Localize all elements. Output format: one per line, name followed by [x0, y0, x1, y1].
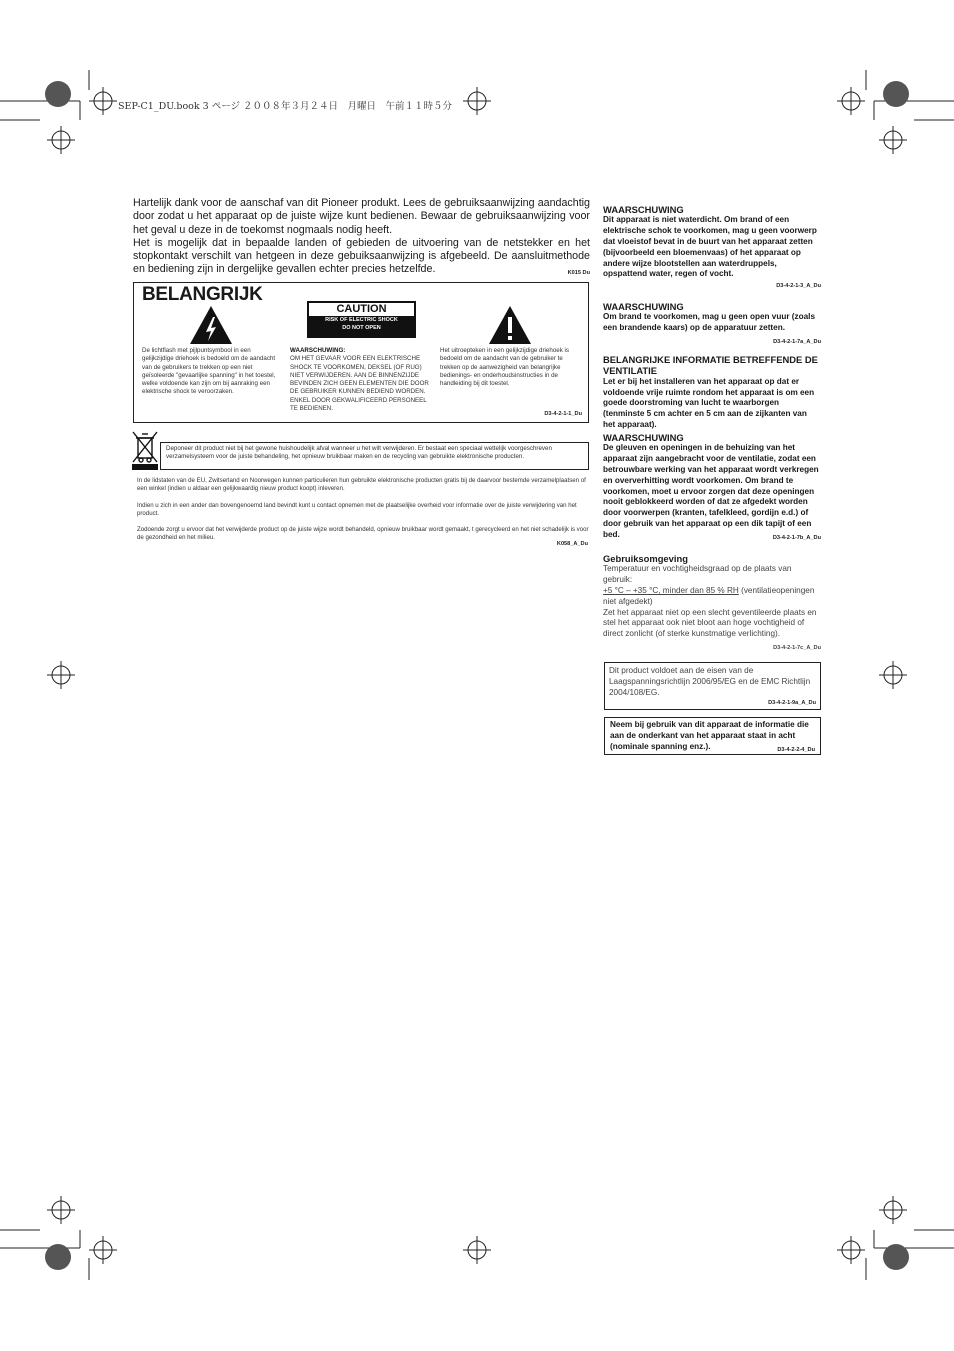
warning-openings-text: De gleuven en openingen in de behuizing van het apparaat zijn aangebracht voor de ventilatie, zodat een betrouwbare werking van het apparaat wordt verkregen en oververhitting wordt voorkomen. Om brand te voorkomen, moet u ervoor zorgen dat deze openingen nooit geblokkeerd worden of dat ze afgedekt worden door voorwerpen (kranten, tafelkleed, gordijn e.d.) of door gebruik van het apparaat op een dik tapijt of een bed. D3-4-2-1-7b_A_Du — [603, 443, 821, 540]
weee-notice-box: Deponeer dit product niet bij het gewone huishoudelijk afval wanneer u het wilt verwijderen. Er bestaat een speciaal wettelijk voorgeschreven verzamelsysteem voor de juiste behandeling, het opnieuw bruikbaar maken en de recycling van gebruikte elektronische producten. — [160, 442, 589, 470]
environment-code: D3-4-2-1-7c_A_Du — [773, 644, 821, 651]
warning-fire-code: D3-4-2-1-7a_A_Du — [773, 339, 821, 345]
warning-waterproof-code: D3-4-2-1-3_A_Du — [776, 283, 821, 290]
lightning-explanation: De lichtflash met pijlpuntsymbool in een gelijkzijdige driehoek is bedoeld om de aandacht van de gebruikers te trekken op een niet geïsoleerde "gevaarlijke spanning" in het toestel, welke voldoende kan zijn om bij aanraking een elektrische shock te veroorzaken. — [142, 347, 276, 396]
compliance-box — [604, 662, 821, 710]
weee-code: K058_A_Du — [556, 541, 588, 547]
caution-label — [307, 301, 416, 338]
warning-text: OM HET GEVAAR VOOR EEN ELEKTRISCHE SHOCK TE VOORKOMEN, DEKSEL (OF RUG) NIET VERWIJDEREN. AAN DE BINNENZIJDE BEVINDEN ZICH GEEN ELEMENTEN DIE DOOR DE GEBRUIKER KUNNEN BEDIEND WORDEN. ENKEL DOOR GEKWALIFICEERD PERSONEEL TE BEDIENEN. — [290, 355, 429, 413]
print-header: SEP-C1_DU.book 3 ページ ２００８年３月２４日 月曜日 午前１１時５分 — [118, 101, 453, 112]
caution-line-1: RISK OF ELECTRIC SHOCK — [325, 317, 398, 323]
rating-info-text: Neem bij gebruik van dit apparaat de informatie die aan de onderkant van het apparaat staat in acht (nominale spanning enz.). — [610, 720, 809, 751]
compliance-text: Dit product voldoet aan de eisen van de Laagspanningsrichtlijn 2006/95/EG en de EMC Richtlijn 2004/108/EG. — [609, 666, 811, 697]
crossed-bin-icon — [131, 430, 159, 472]
weee-paragraph-1: In de lidstaten van de EU, Zwitserland en Noorwegen kunnen particulieren hun gebruikte elektronische producten gratis bij de daarvoor bestemde verzamelplaatsen of een winkel (indien u aldaar een gelijkwaardig nieuw product koopt) inleveren. — [137, 477, 586, 493]
warning-fire-text: Om brand te voorkomen, mag u geen open vuur (zoals een brandende kaars) op de apparatuur zetten. D3-4-2-1-7a_A_Du — [603, 312, 821, 334]
warning-openings-section — [603, 432, 821, 544]
warning-explanation — [290, 347, 432, 413]
environment-section — [603, 553, 821, 654]
weee-paragraph-2: Indien u zich in een ander dan bovengenoemd land bevindt kunt u contact opnemen met de plaatselijke overheid voor informatie over de juiste verwijdering van het product. — [137, 502, 577, 518]
weee-paragraph-3: Zodoende zorgt u ervoor dat het verwijderde product op de juiste wijze wordt behandeld, opnieuw bruikbaar wordt gemaakt, t gerecycleerd en het niet schadelijk is voor de gezondheid en het milieu. — [137, 526, 589, 542]
belangrijk-code: D3-4-2-1-1_Du — [544, 411, 582, 417]
environment-text-1: Temperatuur en vochtigheidsgraad op de plaats van gebruik: — [603, 564, 792, 585]
warning-fire-title: WAARSCHUWING — [603, 301, 684, 312]
exclamation-warning-icon — [488, 305, 532, 345]
warning-heading: WAARSCHUWING: — [290, 347, 346, 354]
ventilation-title: BELANGRIJKE INFORMATIE BETREFFENDE DE VENTILATIE — [603, 354, 818, 377]
environment-range-line — [603, 586, 821, 608]
caution-title: CAUTION — [309, 303, 414, 316]
lightning-warning-icon — [189, 305, 233, 345]
ventilation-section — [603, 354, 821, 431]
intro-text — [133, 197, 590, 281]
warning-openings-code: D3-4-2-1-7b_A_Du — [772, 534, 821, 541]
environment-range: +5 °C – +35 °C, minder dan 85 % RH — [603, 586, 739, 595]
warning-waterproof-title: WAARSCHUWING — [603, 204, 684, 215]
warning-waterproof-section — [603, 204, 821, 292]
warning-waterproof-text: Dit apparaat is niet waterdicht. Om brand of een elektrische schok te voorkomen, mag u geen voorwerp dat vloeistof bevat in de buurt van het apparaat zetten (bijvoorbeeld een bloemenvaas) of het apparaat op andere wijze blootstellen aan waterdruppels, opspattend water, regen of vocht. — [603, 215, 817, 279]
environment-title: Gebruiksomgeving — [603, 553, 688, 564]
rating-info-code: D3-4-2-2-4_Du — [777, 746, 815, 753]
warning-openings-title: WAARSCHUWING — [603, 432, 684, 443]
ventilation-text: Let er bij het installeren van het apparaat op dat er voldoende vrije ruimte rondom het apparaat is om een goede doorstroming van lucht te waarborgen (tenminste 5 cm achter en 5 cm aan de zijkanten van het apparaat). — [603, 376, 815, 429]
intro-paragraph-1: Hartelijk dank voor de aanschaf van dit Pioneer produkt. Lees de gebruiksaanwijzing aandachtig door zodat u het apparaat op de juiste wijze kunt bedienen. Bewaar de gebruiksaanwijzing voor het geval u deze in de toekomst nogmaals nodig heeft. — [133, 197, 590, 236]
intro-paragraph-2: Het is mogelijk dat in bepaalde landen of gebieden de uitvoering van de netstekker en het stopkontakt verschilt van hetgeen in deze gebuiksaanwijzing is afgebeeld. De aansluitmethode en bediening zijn in dergelijke gevallen echter precies hetzelfde. K015 Du — [133, 237, 590, 277]
intro-code: K015 Du — [567, 270, 590, 277]
belangrijk-title: BELANGRIJK — [142, 284, 263, 305]
caution-line-2: DO NOT OPEN — [342, 325, 381, 331]
environment-range-note: (ventilatieopeningen niet afgedekt) — [603, 586, 815, 606]
belangrijk-box — [133, 282, 589, 423]
rating-info-box — [604, 717, 821, 755]
warning-fire-section — [603, 301, 821, 348]
compliance-code: D3-4-2-1-9a_A_Du — [768, 700, 816, 706]
environment-text-2: Zet het apparaat niet op een slecht geventileerde plaats en stel het apparaat ook niet bloot aan hoge vochtigheid of direct zonlicht (of sterke kunstmatige verlichting). D3-4-2-1-7c_A_Du — [603, 608, 821, 640]
exclamation-explanation: Het uitroepteken in een gelijkzijdige driehoek is bedoeld om de aandacht van de gebruiker te trekken op de aanwezigheid van belangrijke bedienings- en onderhoudsinstructies in de handleiding bij dit toestel. — [440, 347, 569, 388]
